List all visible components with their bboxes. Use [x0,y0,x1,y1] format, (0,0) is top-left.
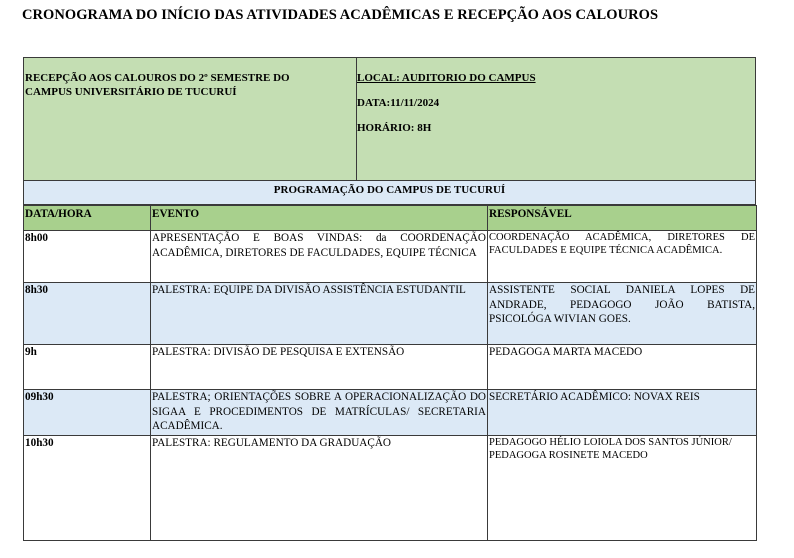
document-title: CRONOGRAMA DO INÍCIO DAS ATIVIDADES ACADÊMICAS E RECEPÇÃO AOS CALOUROS [22,7,659,23]
row-time: 9h [24,345,151,390]
row-event: APRESENTAÇÃO E BOAS VINDAS: da COORDENAÇÃO ACADÊMICA, DIRETORES DE FACULDADES, EQUIPE TÉCNICA [151,231,488,283]
reception-title: RECEPÇÃO AOS CALOUROS DO 2º SEMESTRE DO CAMPUS UNIVERSITÁRIO DE TUCURUÍ [25,72,290,98]
table-row [24,283,757,345]
table-row [24,436,757,541]
row-time: 10h30 [24,436,151,541]
column-header-event: EVENTO [151,206,488,231]
event-date: DATA:11/11/2024 [357,97,440,109]
row-event: PALESTRA: REGULAMENTO DA GRADUAÇÃO [151,436,488,541]
table-row [24,345,757,390]
row-time: 8h30 [24,283,151,345]
row-event: PALESTRA: DIVISÃO DE PESQUISA E EXTENSÃO [151,345,488,390]
column-header-responsible: RESPONSÁVEL [488,206,757,231]
row-responsible: ASSISTENTE SOCIAL DANIELA LOPES DE ANDRADE, PEDAGOGO JOÃO BATISTA, PSICOLÓGA WIVIAN GOES. [488,283,757,345]
program-heading: PROGRAMAÇÃO DO CAMPUS DE TUCURUÍ [23,180,756,205]
reception-header [23,57,756,180]
row-event: PALESTRA; ORIENTAÇÕES SOBRE A OPERACIONALIZAÇÃO DO SIGAA E PROCEDIMENTOS DE MATRÍCULAS/ SECRETARIA ACADÊMICA. [151,390,488,436]
schedule-table [23,205,757,541]
column-header-datetime: DATA/HORA [24,206,151,231]
row-event: PALESTRA: EQUIPE DA DIVISÃO ASSISTÊNCIA ESTUDANTIL [151,283,488,345]
row-time: 8h00 [24,231,151,283]
row-responsible: COORDENAÇÃO ACADÊMICA, DIRETORES DE FACULDADES E EQUIPE TÉCNICA ACADÊMICA. [488,231,757,283]
event-details [357,71,536,146]
row-time: 09h30 [24,390,151,436]
row-responsible: PEDAGOGA MARTA MACEDO [488,345,757,390]
table-row [24,390,757,436]
row-responsible: SECRETÁRIO ACADÊMICO: NOVAX REIS [488,390,757,436]
event-time: HORÁRIO: 8H [357,122,432,134]
table-row [24,231,757,283]
table-header-row [24,206,757,231]
row-responsible: PEDAGOGO HÉLIO LOIOLA DOS SANTOS JÚNIOR/ PEDAGOGA ROSINETE MACEDO [488,436,757,541]
event-location: LOCAL: AUDITORIO DO CAMPUS [357,72,536,84]
